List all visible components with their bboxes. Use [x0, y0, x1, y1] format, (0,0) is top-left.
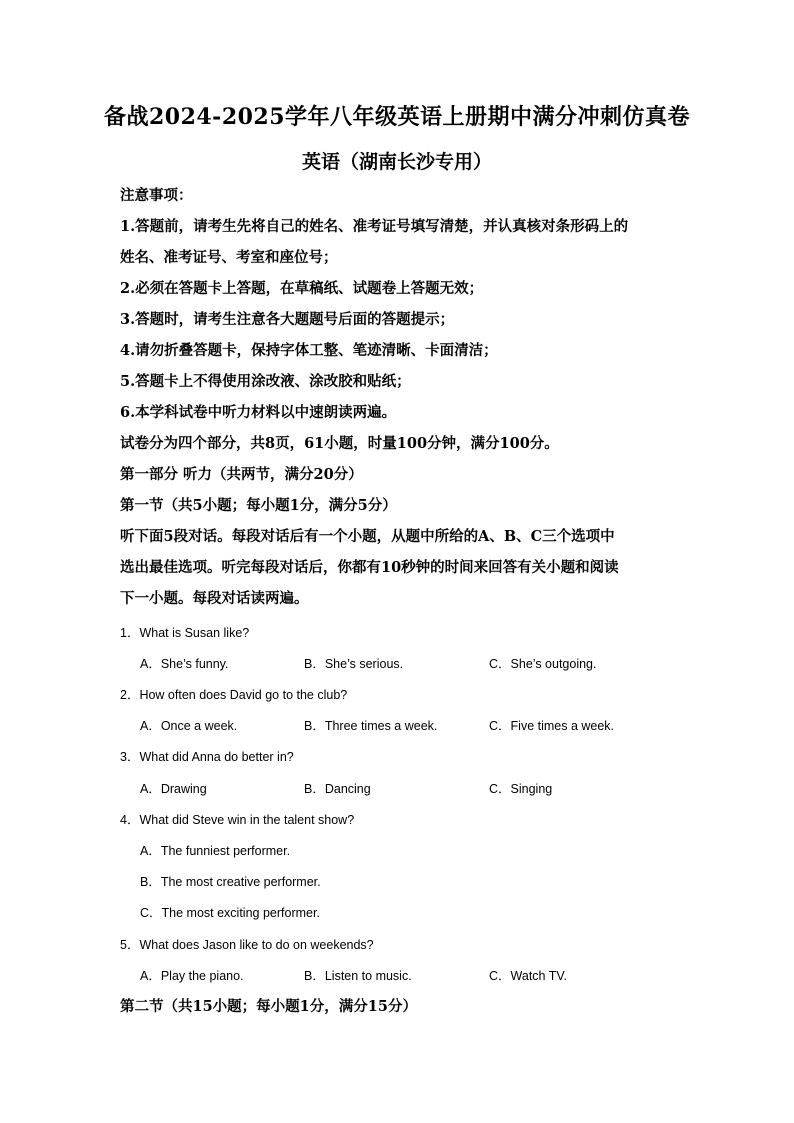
question-stem: 3．What did Anna do better in? [120, 750, 294, 764]
option-c: C．Watch TV. [489, 969, 568, 983]
notice-item: 6.本学科试卷中听力材料以中速朗读两遍。 [120, 404, 397, 421]
page-title: 备战2024-2025学年八年级英语上册期中满分冲刺仿真卷 [103, 104, 691, 130]
notice-item: 姓名、准考证号、考室和座位号； [120, 249, 338, 266]
notice-heading: 注意事项： [120, 187, 193, 204]
option-a: A．Play the piano. [140, 969, 244, 983]
option-b: B．The most creative performer. [140, 875, 321, 889]
paper-info: 试卷分为四个部分，共8页，61小题，时量100分钟，满分100分。 [120, 435, 559, 452]
option-b: B．Three times a week. [304, 719, 438, 733]
question-stem: 1．What is Susan like? [120, 626, 250, 640]
section2-heading: 第二节（共15小题；每小题1分，满分15分） [120, 998, 417, 1015]
option-a: A．The funniest performer. [140, 844, 291, 858]
option-a: A．She’s funny. [140, 657, 229, 671]
option-a: A．Once a week. [140, 719, 238, 733]
option-b: B．Dancing [304, 782, 371, 796]
instruction-line: 下一小题。每段对话读两遍。 [120, 590, 309, 607]
option-c: C．Five times a week. [489, 719, 615, 733]
instruction-line: 选出最佳选项。听完每段对话后，你都有10秒钟的时间来回答有关小题和阅读 [120, 559, 619, 576]
option-c: C．Singing [489, 782, 553, 796]
notice-item: 4.请勿折叠答题卡，保持字体工整、笔迹清晰、卡面清洁； [120, 342, 498, 359]
question-stem: 4．What did Steve win in the talent show? [120, 813, 355, 827]
notice-item: 1.答题前，请考生先将自己的姓名、准考证号填写清楚，并认真核对条形码上的 [120, 218, 629, 235]
question-stem: 2．How often does David go to the club? [120, 688, 348, 702]
option-b: B．She’s serious. [304, 657, 404, 671]
option-c: C．The most exciting performer. [140, 906, 320, 920]
page-subtitle: 英语（湖南长沙专用） [301, 151, 492, 173]
option-a: A．Drawing [140, 782, 207, 796]
option-c: C．She’s outgoing. [489, 657, 597, 671]
section1-heading: 第一节（共5小题；每小题1分，满分5分） [120, 497, 397, 514]
instruction-line: 听下面5段对话。每段对话后有一个小题，从题中所给的A、B、C三个选项中 [120, 528, 615, 545]
option-b: B．Listen to music. [304, 969, 412, 983]
notice-item: 2.必须在答题卡上答题，在草稿纸、试题卷上答题无效； [120, 280, 484, 297]
part1-heading: 第一部分 听力（共两节，满分20分） [120, 466, 363, 483]
notice-item: 3.答题时，请考生注意各大题题号后面的答题提示； [120, 311, 455, 328]
notice-item: 5.答题卡上不得使用涂改液、涂改胶和贴纸； [120, 373, 411, 390]
question-stem: 5．What does Jason like to do on weekends? [120, 938, 374, 952]
